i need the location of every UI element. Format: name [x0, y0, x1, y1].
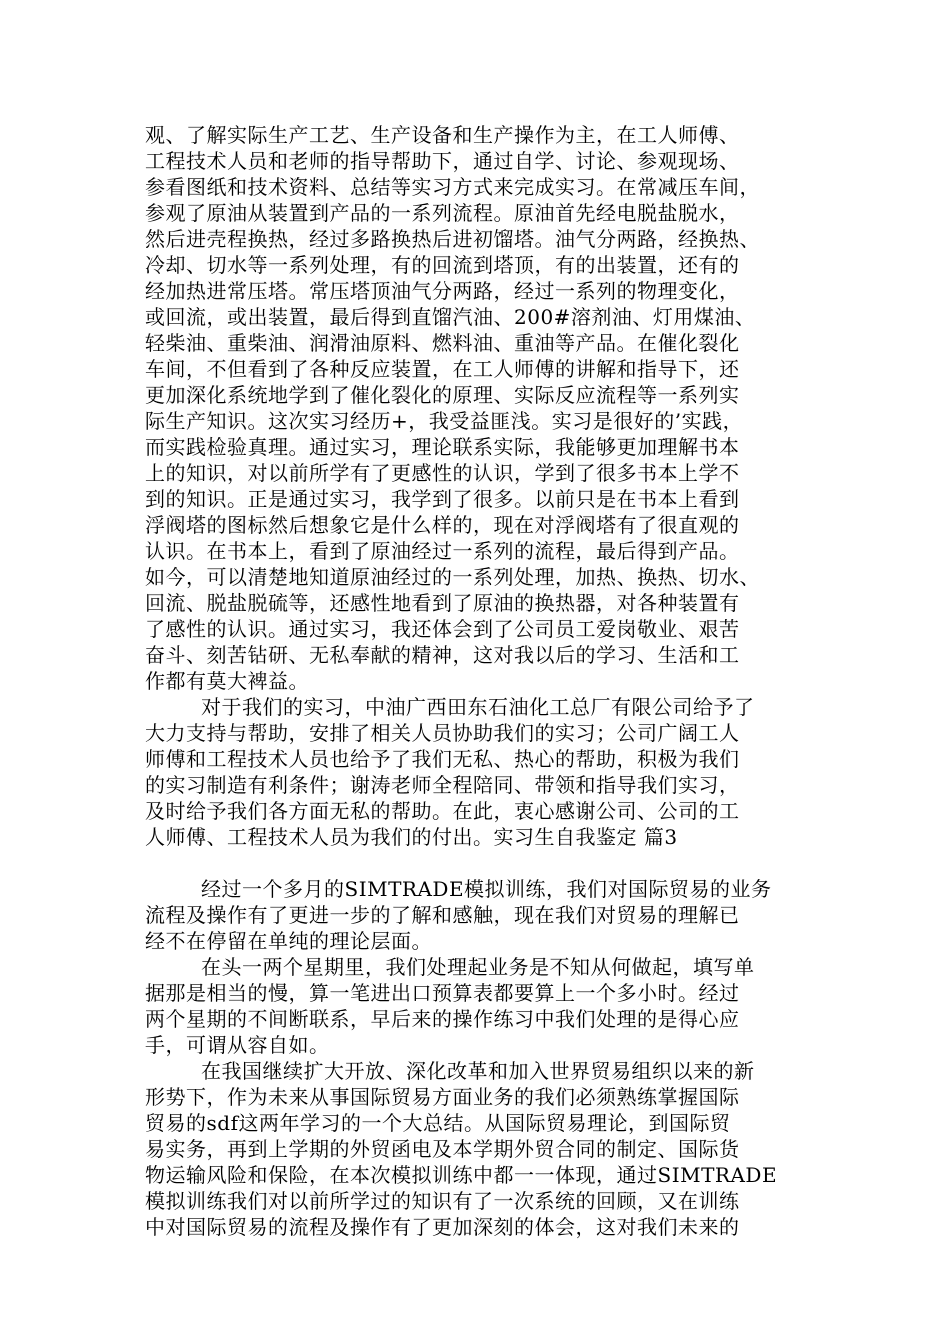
text-line: 形势下，作为未来从事国际贸易方面业务的我们必须熟练掌握国际: [145, 1085, 740, 1109]
text-line: 经过一个多月的SIMTRADE模拟训练，我们对国际贸易的业务: [201, 877, 772, 901]
text-line: 或回流，或出装置，最后得到直馏汽油、200#溶剂油、灯用煤油、: [145, 305, 756, 329]
text-line: 的实习制造有利条件；谢涛老师全程陪同、带领和指导我们实习，: [145, 773, 740, 797]
text-line: 如今，可以清楚地知道原油经过的一系列处理，加热、换热、切水、: [145, 565, 760, 589]
text-line: 大力支持与帮助，安排了相关人员协助我们的实习；公司广阔工人: [145, 721, 740, 745]
text-line: 车间，不但看到了各种反应装置，在工人师傅的讲解和指导下，还: [145, 357, 740, 381]
text-line: 作都有莫大裨益。: [145, 669, 309, 693]
text-line: 了感性的认识。通过实习，我还体会到了公司员工爱岗敬业、艰苦: [145, 617, 740, 641]
text-line: 易实务，再到上学期的外贸函电及本学期外贸合同的制定、国际货: [145, 1137, 740, 1161]
text-line: 在头一两个星期里，我们处理起业务是不知从何做起，填写单: [201, 955, 755, 979]
text-line: 人师傅、工程技术人员为我们的付出。实习生自我鉴定 篇3: [145, 825, 678, 849]
text-line: 然后进壳程换热，经过多路换热后进初馏塔。油气分两路，经换热、: [145, 227, 760, 251]
text-line: 到的知识。正是通过实习，我学到了很多。以前只是在书本上看到: [145, 487, 740, 511]
text-line: 观、了解实际生产工艺、生产设备和生产操作为主，在工人师傅、: [145, 123, 740, 147]
text-line: 师傅和工程技术人员也给予了我们无私、热心的帮助，积极为我们: [145, 747, 740, 771]
text-line: 手，可谓从容自如。: [145, 1033, 330, 1057]
text-line: 奋斗、刻苦钻研、无私奉献的精神，这对我以后的学习、生活和工: [145, 643, 740, 667]
text-line: 模拟训练我们对以前所学过的知识有了一次系统的回顾，又在训练: [145, 1189, 740, 1213]
text-line: 贸易的sdf这两年学习的一个大总结。从国际贸易理论，到国际贸: [145, 1111, 731, 1135]
text-line: 参看图纸和技术资料、总结等实习方式来完成实习。在常减压车间，: [145, 175, 760, 199]
text-line: 更加深化系统地学到了催化裂化的原理、实际反应流程等一系列实: [145, 383, 740, 407]
text-line: 对于我们的实习，中油广西田东石油化工总厂有限公司给予了: [201, 695, 755, 719]
text-line: 冷却、切水等一系列处理，有的回流到塔顶，有的出装置，还有的: [145, 253, 740, 277]
text-line: 认识。在书本上，看到了原油经过一系列的流程，最后得到产品。: [145, 539, 740, 563]
text-line: 中对国际贸易的流程及操作有了更加深刻的体会，这对我们未来的: [145, 1215, 740, 1239]
text-line: 两个星期的不间断联系，早后来的操作练习中我们处理的是得心应: [145, 1007, 740, 1031]
text-line: 上的知识，对以前所学有了更感性的认识，学到了很多书本上学不: [145, 461, 740, 485]
text-line: 际生产知识。这次实习经历+，我受益匪浅。实习是很好的’实践，: [145, 409, 744, 433]
text-line: 而实践检验真理。通过实习，理论联系实际，我能够更加理解书本: [145, 435, 740, 459]
text-line: 据那是相当的慢，算一笔进出口预算表都要算上一个多小时。经过: [145, 981, 740, 1005]
text-line: 回流、脱盐脱硫等，还感性地看到了原油的换热器，对各种装置有: [145, 591, 740, 615]
text-line: 经加热进常压塔。常压塔顶油气分两路，经过一系列的物理变化，: [145, 279, 740, 303]
text-line: 在我国继续扩大开放、深化改革和加入世界贸易组织以来的新: [201, 1059, 755, 1083]
text-line: 参观了原油从装置到产品的一系列流程。原油首先经电脱盐脱水，: [145, 201, 740, 225]
text-line: 经不在停留在单纯的理论层面。: [145, 929, 432, 953]
text-line: 流程及操作有了更进一步的了解和感触，现在我们对贸易的理解已: [145, 903, 740, 927]
text-line: 物运输风险和保险，在本次模拟训练中都一一体现，通过SIMTRADE: [145, 1163, 778, 1187]
text-line: 及时给予我们各方面无私的帮助。在此，衷心感谢公司、公司的工: [145, 799, 740, 823]
text-line: 工程技术人员和老师的指导帮助下，通过自学、讨论、参观现场、: [145, 149, 740, 173]
text-line: 浮阀塔的图标然后想象它是什么样的，现在对浮阀塔有了很直观的: [145, 513, 740, 537]
text-line: 轻柴油、重柴油、润滑油原料、燃料油、重油等产品。在催化裂化: [145, 331, 740, 355]
